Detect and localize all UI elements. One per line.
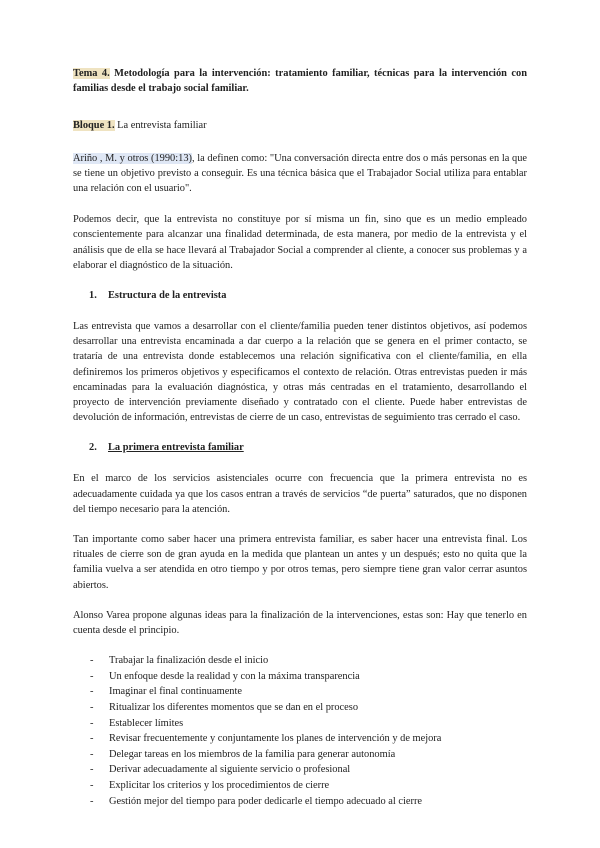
list-item: - Revisar frecuentemente y conjuntamente los planes de intervención y de mejora [90,731,527,747]
paragraph-4: Tan importante como saber hacer una primera entrevista familiar, es saber hacer una entrevista final. Los rituales de cierre son de gran ayuda en la medida que plantean un antes y un después; esto no quita que la familia vuelva a ser atendida en otro tiempo y por otros temas, pero siempre tiene gran valor cerrar asuntos abiertos. [73,534,527,591]
list-item: - Gestión mejor del tiempo para poder dedicarle el tiempo adecuado al cierre [90,794,527,810]
tema-label: Tema 4. [73,68,110,79]
section-title-1: Estructura de la entrevista [108,290,227,302]
bullet-dash: - [90,717,94,729]
list-item: - Trabajar la finalización desde el inicio [90,653,527,669]
bloque-heading [73,118,527,133]
paragraph-2: Las entrevista que vamos a desarrollar con el cliente/familia pueden tener distintos objetivos, así podemos desarrollar una entrevista encaminada a dar cuerpo a la relación que se genera en el primer contacto, se trataría de una entrevista donde establecemos una relación significativa con el cliente/familia, en ella definiremos los primeros objetivos y especificamos el contexto de relación. Otras entrevistas pueden ir más encaminadas para la evaluación diagnóstica, y otras más centradas en el tratamiento, desarrollando el proyecto de intervención previamente diseñado y contratado con el cliente. Puede haber entrevistas de devolución de información, entrevistas de cierre de un caso, entrevistas de seguimiento tras cerrado el caso. [73,321,527,424]
bullet-dash: - [90,655,94,667]
bullet-dash: - [90,748,94,760]
list-item: - Ritualizar los diferentes momentos que se dan en el proceso [90,700,527,716]
list-item: - Derivar adecuadamente al siguiente servicio o profesional [90,762,527,778]
closing-ideas-list [73,653,527,809]
bullet-dash: - [90,686,94,698]
bloque-text: La entrevista familiar [114,120,207,132]
section-heading-2 [89,440,527,455]
section-title-2: La primera entrevista familiar [108,442,244,454]
bullet-dash: - [90,764,94,776]
quote-author: Ariño , M. y otros (1990:13) [73,152,192,164]
bullet-dash: - [90,670,94,682]
section-heading-1 [89,288,527,303]
paragraph-1: Podemos decir, que la entrevista no constituye por sí misma un fin, sino que es un medio empleado conscientemente para alcanzar una finalidad determinada, de esta manera, por medio de la entrevista y el análisis que de ella se hace llevará al Trabajador Social a comprender al cliente, a conocer sus problemas y a elaborar el diagnóstico de la situación. [73,214,527,271]
bloque-label: Bloque 1. [73,120,115,132]
paragraph-3: En el marco de los servicios asistenciales ocurre con frecuencia que la primera entrevista no es adecuadamente cuidada ya que los casos entran a través de servicios “de puerta” saturados, que no disponen del tiempo necesario para la atención. [73,473,527,515]
quote-text: , la definen como: "Una conversación directa entre dos o más personas en la que se tiene un objetivo previsto a conseguir. Es una técnica básica que el Trabajador Social utiliza para entablar una relación con el usuario". [73,152,527,195]
bullet-dash: - [90,733,94,745]
bullet-dash: - [90,780,94,792]
list-item: - Un enfoque desde la realidad y con la máxima transparencia [90,669,527,685]
definition-quote [73,151,527,197]
list-item: - Establecer límites [90,716,527,732]
section-number-1: 1. [89,290,97,302]
tema-title-text: Metodología para la intervención: tratamiento familiar, técnicas para la intervención con familias desde el trabajo social familiar. [73,68,527,95]
list-item: - Delegar tareas en los miembros de la familia para generar autonomía [90,747,527,763]
paragraph-5: Alonso Varea propone algunas ideas para la finalización de la intervenciones, estas son: Hay que tenerlo en cuenta desde el principio. [73,609,527,637]
bullet-dash: - [90,795,94,807]
list-item: - Explicitar los criterios y los procedimientos de cierre [90,778,527,794]
section-number-2: 2. [89,442,97,454]
document-title [73,66,527,96]
bullet-dash: - [90,702,94,714]
list-item: - Imaginar el final continuamente [90,684,527,700]
